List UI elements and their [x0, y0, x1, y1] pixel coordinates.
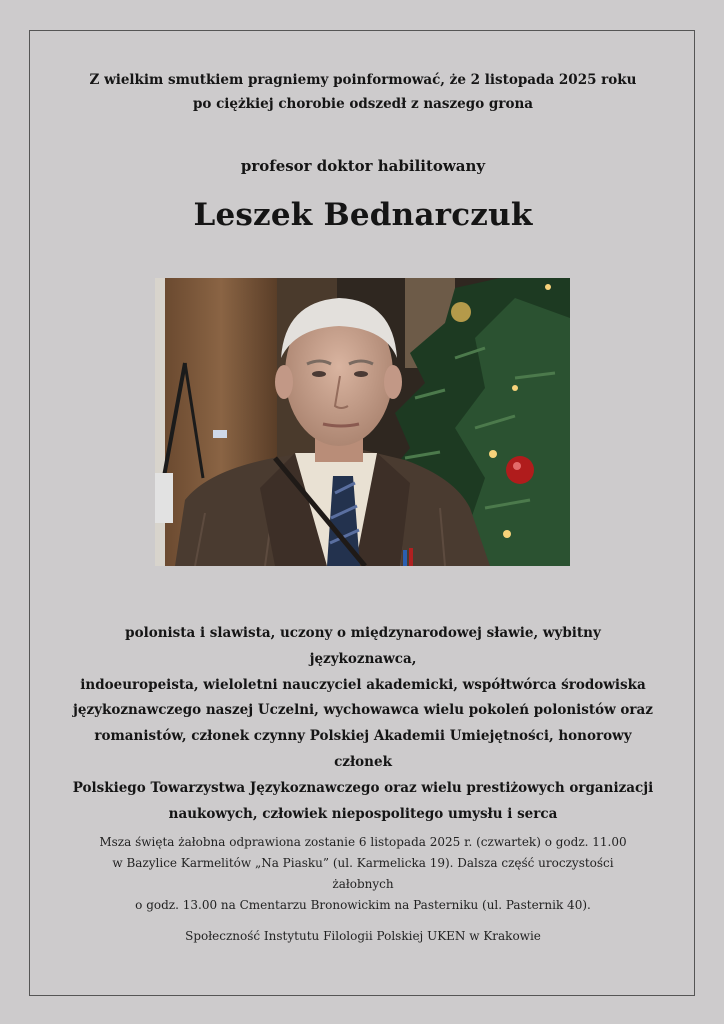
- obituary-frame: [29, 30, 695, 996]
- bio-line: polonista i slawista, uczony o międzynarodowej sławie, wybitny językoznawca,: [125, 625, 601, 667]
- biography: [70, 621, 656, 827]
- intro-line: Z wielkim smutkiem pragniemy poinformować, że 2 listopada 2025 roku: [89, 72, 637, 88]
- bio-line: Polskiego Towarzystwa Językoznawczego oraz wielu prestiżowych organizacji: [72, 779, 654, 796]
- bio-line: naukowych, człowiek niepospolitego umysłu i serca: [168, 805, 558, 822]
- bio-line: indoeuropeista, wieloletni nauczyciel akademicki, współtwórca środowiska: [80, 676, 646, 693]
- intro-text: [30, 68, 696, 116]
- signature: Społeczność Instytutu Filologii Polskiej UKEN w Krakowie: [185, 929, 541, 943]
- intro-line: po ciężkiej chorobie odszedł z naszego grona: [192, 96, 534, 112]
- funeral-line: Msza święta żałobna odprawiona zostanie 6 listopada 2025 r. (czwartek) o godz. 11.00: [99, 835, 627, 849]
- funeral-line: w Bazylice Karmelitów „Na Piasku” (ul. Karmelicka 19). Dalsza część uroczystości żałobnych: [112, 856, 614, 891]
- funeral-line: o godz. 13.00 na Cmentarzu Bronowickim na Pasterniku (ul. Pasternik 40).: [135, 898, 591, 912]
- portrait-photo: [155, 278, 570, 566]
- deceased-name: Leszek Bednarczuk: [193, 197, 533, 233]
- bio-line: romanistów, członek czynny Polskiej Akademii Umiejętności, honorowy członek: [94, 728, 632, 770]
- academic-title: profesor doktor habilitowany: [240, 157, 486, 175]
- funeral-details: [80, 832, 646, 916]
- bio-line: językoznawczego naszej Uczelni, wychowawca wielu pokoleń polonistów oraz: [73, 702, 653, 719]
